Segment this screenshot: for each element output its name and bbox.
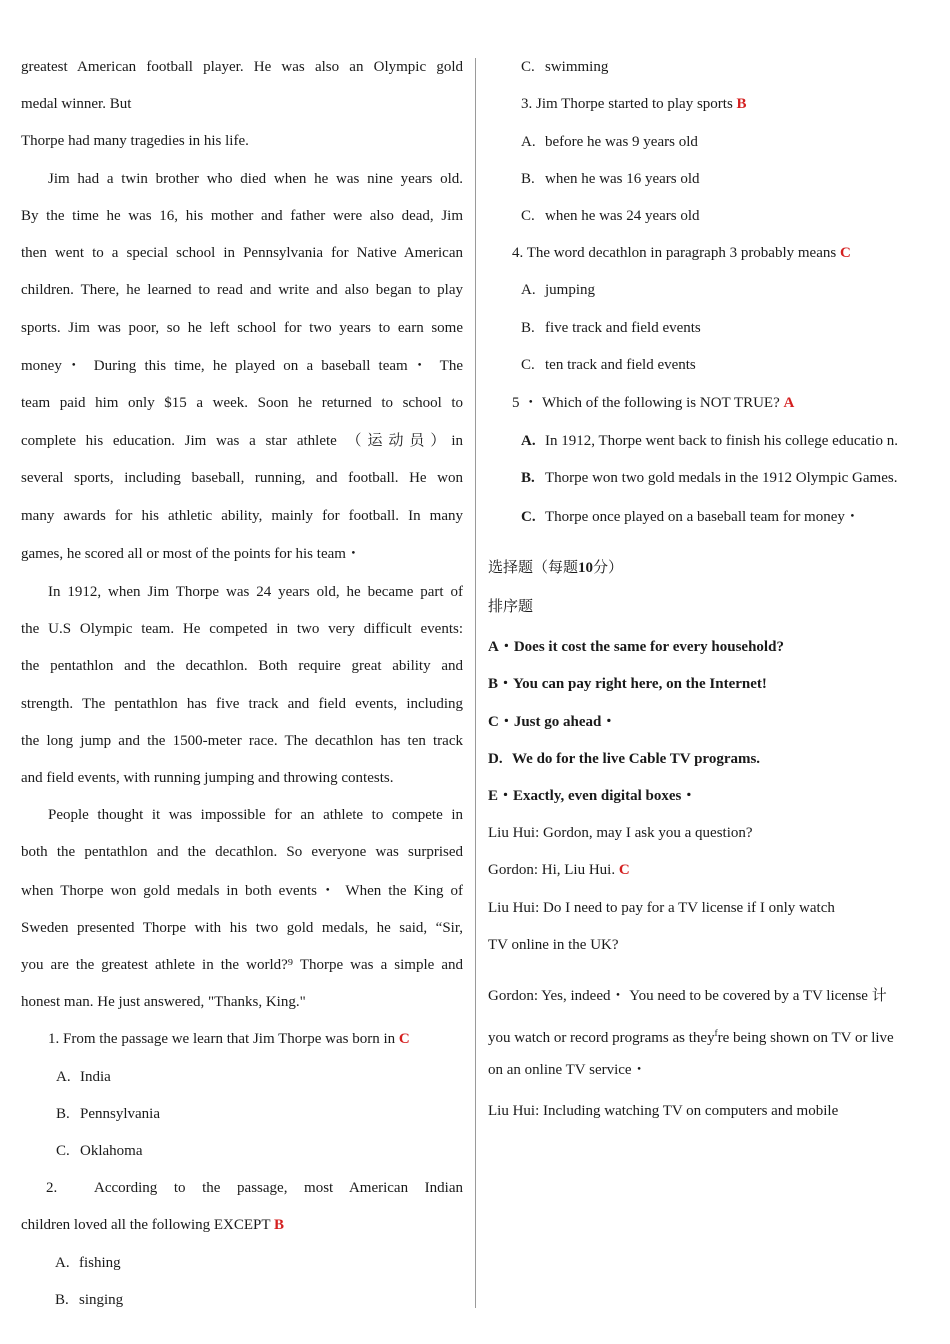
dialog-text: you watch or record programs as they (488, 1030, 715, 1046)
section-heading-suffix: 分） (593, 560, 624, 576)
dialog-line: Liu Hui: Gordon, may I ask you a question? (488, 825, 753, 841)
choice-text: Does it cost the same for every household? (513, 639, 784, 655)
question-2-stem: According to the passage, most American Indian (94, 1180, 463, 1196)
question-stem: 1. From the passage we learn that Jim Thorpe was born in (48, 1031, 396, 1047)
text-line: complete his education. Jim was a star athlete （运动员）in (21, 433, 463, 449)
choice-letter: A・ (488, 639, 514, 655)
question-2-number: 2. (46, 1180, 58, 1196)
question-3 (521, 94, 747, 114)
text-line: when Thorpe won gold medals in both events・ When the King of (21, 883, 463, 899)
option-a (521, 132, 698, 152)
choice-letter: D. (488, 751, 503, 767)
option-text: ten track and field events (545, 357, 696, 373)
text-line: several sports, including baseball, running, and football. He won (21, 470, 463, 486)
text-line: Thorpe had many tragedies in his life. (21, 133, 249, 149)
option-text: Pennsylvania (80, 1106, 160, 1122)
dialog-line (488, 1023, 894, 1048)
option-text: when he was 24 years old (545, 208, 700, 224)
answer-mark: B (736, 96, 747, 112)
answer-mark: C (618, 862, 630, 878)
choice-letter: B・ (488, 676, 514, 692)
dialog-line: Gordon: Yes, indeed・ You need to be covered by a TV license 计 (488, 988, 887, 1004)
option-letter: A. (521, 134, 536, 150)
option-letter: B. (56, 1106, 70, 1122)
text-line: children. There, he learned to read and write and also began to play (21, 282, 463, 298)
dialog-line: Liu Hui: Including watching TV on computers and mobile (488, 1103, 839, 1119)
option-letter: B. (521, 320, 535, 336)
option-b (56, 1104, 160, 1124)
question-1 (48, 1029, 410, 1049)
answer-mark: B (274, 1217, 285, 1233)
question-stem: 5 ・ Which of the following is NOT TRUE? (512, 395, 780, 411)
choice-item (488, 637, 784, 657)
option-a (55, 1253, 121, 1273)
option-c (56, 1141, 142, 1161)
choice-letter: C・ (488, 714, 514, 730)
option-b (521, 169, 700, 189)
option-c (521, 355, 696, 375)
option-c (521, 507, 860, 527)
option-letter: A. (55, 1255, 70, 1271)
question-stem: 4. The word decathlon in paragraph 3 probably means (512, 245, 837, 261)
question-5 (512, 393, 794, 413)
option-letter: C. (56, 1143, 70, 1159)
text-line: medal winner. But (21, 96, 132, 112)
choice-item (488, 674, 767, 694)
dialog-text: Gordon: Hi, Liu Hui. (488, 862, 616, 878)
text-line: and field events, with running jumping and throwing contests. (21, 770, 394, 786)
option-text: swimming (545, 59, 609, 75)
option-letter: C. (521, 357, 535, 373)
choice-text: We do for the live Cable TV programs. (512, 751, 761, 767)
text-line: you are the greatest athlete in the world?⁹ Thorpe was a simple and (21, 957, 463, 973)
choice-item (488, 712, 616, 732)
text-line: games, he scored all or most of the points for his team・ (21, 546, 361, 562)
text-line: sports. Jim was poor, so he left school for two years to earn some (21, 320, 463, 336)
option-letter: B. (55, 1292, 69, 1308)
option-letter: C. (521, 509, 536, 525)
option-letter: C. (521, 208, 535, 224)
question-stem: 3. Jim Thorpe started to play sports (521, 96, 733, 112)
option-text: fishing (79, 1255, 121, 1271)
option-b (55, 1290, 123, 1310)
choice-item (488, 749, 760, 769)
section-heading-points: 10 (578, 560, 594, 576)
option-text: Thorpe once played on a baseball team for money・ (545, 509, 860, 525)
superscript: f (714, 1028, 718, 1038)
text-line: In 1912, when Jim Thorpe was 24 years old, he became part of (48, 584, 463, 600)
option-text: Oklahoma (80, 1143, 143, 1159)
option-a (56, 1067, 111, 1087)
option-text: Thorpe won two gold medals in the 1912 Olympic Games. (545, 470, 898, 486)
option-text: when he was 16 years old (545, 171, 700, 187)
option-text: singing (79, 1292, 124, 1308)
option-c (521, 57, 608, 77)
option-text: India (80, 1069, 111, 1085)
answer-mark: C (839, 245, 851, 261)
section-heading-prefix: 选择题（每题 (488, 560, 579, 576)
dialog-line (488, 860, 630, 880)
option-text: In 1912, Thorpe went back to finish his college educatio n. (545, 433, 898, 449)
subsection-heading: 排序题 (488, 599, 534, 615)
choice-text: Exactly, even digital boxes・ (513, 788, 697, 804)
text-line: strength. The pentathlon has five track and field events, including (21, 696, 463, 712)
option-letter: B. (521, 470, 535, 486)
column-divider (475, 58, 476, 1308)
text-line: Jim had a twin brother who died when he was nine years old. (48, 171, 463, 187)
question-stem: children loved all the following EXCEPT (21, 1217, 271, 1233)
text-line: team paid him only $15 a week. Soon he returned to school to (21, 395, 463, 411)
dialog-text: re being shown on TV or live (717, 1030, 894, 1046)
text-line: People thought it was impossible for an athlete to compete in (48, 807, 463, 823)
text-line: the pentathlon and the decathlon. Both require great ability and (21, 658, 463, 674)
section-heading (488, 558, 623, 578)
choice-text: You can pay right here, on the Internet! (513, 676, 767, 692)
dialog-line: TV online in the UK? (488, 937, 619, 953)
question-4 (512, 243, 851, 263)
choice-text: Just go ahead・ (513, 714, 617, 730)
text-line: honest man. He just answered, "Thanks, King." (21, 994, 306, 1010)
text-line: both the pentathlon and the decathlon. So everyone was surprised (21, 844, 463, 860)
dialog-line: Liu Hui: Do I need to pay for a TV license if I only watch (488, 900, 835, 916)
option-text: five track and field events (545, 320, 701, 336)
option-letter: A. (521, 282, 536, 298)
answer-mark: C (398, 1031, 410, 1047)
option-b (521, 318, 701, 338)
text-line: then went to a special school in Pennsylvania for Native American (21, 245, 463, 261)
text-line: the long jump and the 1500-meter race. The decathlon has ten track (21, 733, 463, 749)
text-line: many awards for his athletic ability, mainly for football. In many (21, 508, 463, 524)
text-line: the U.S Olympic team. He competed in two very difficult events: (21, 621, 463, 637)
choice-item (488, 786, 696, 806)
option-text: before he was 9 years old (545, 134, 698, 150)
choice-letter: E・ (488, 788, 514, 804)
option-letter: A. (56, 1069, 71, 1085)
option-a (521, 280, 595, 300)
option-b (521, 468, 897, 488)
option-letter: C. (521, 59, 535, 75)
text-line: greatest American football player. He was also an Olympic gold (21, 59, 463, 75)
text-line: Sweden presented Thorpe with his two gold medals, he said, “Sir, (21, 920, 463, 936)
option-letter: B. (521, 171, 535, 187)
option-a (521, 431, 898, 451)
text-line: money・ During this time, he played on a baseball team・ The (21, 358, 463, 374)
option-text: jumping (545, 282, 596, 298)
option-c (521, 206, 700, 226)
question-2-stem-cont (21, 1215, 284, 1235)
dialog-line: on an online TV service・ (488, 1062, 647, 1078)
option-letter: A. (521, 433, 536, 449)
text-line: By the time he was 16, his mother and father were also dead, Jim (21, 208, 463, 224)
answer-mark: A (783, 395, 795, 411)
